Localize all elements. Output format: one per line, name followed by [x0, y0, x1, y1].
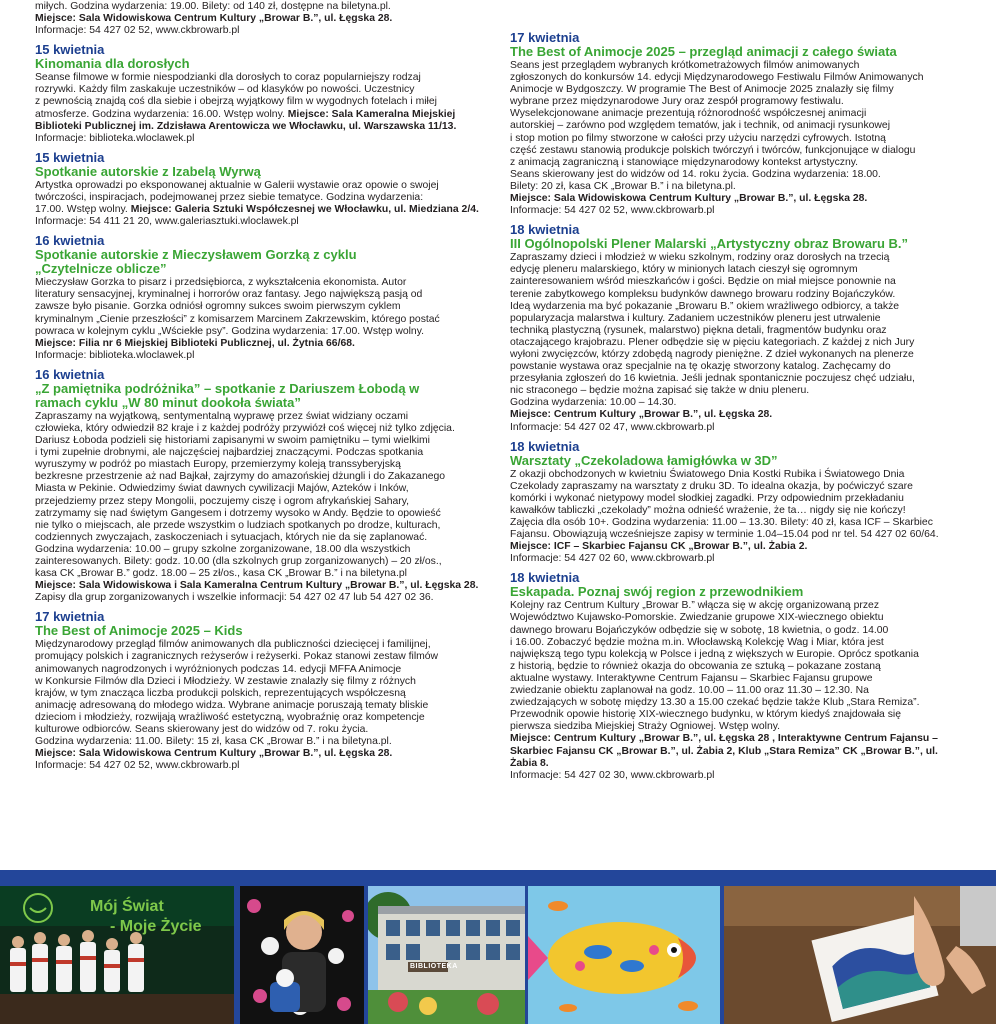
event-text-line: kawałków tabliczki „czekolady” można odnieść wrażenie, że ta… nigdy się nie kończy!: [510, 504, 906, 516]
event-title: Eskapada. Poznaj swój region z przewodnikiem: [510, 584, 804, 600]
event-text-line: przesyłania zgłoszeń do 16 kwietnia. Jeśli jednak spontanicznie poczujesz chęć udziału,: [510, 373, 915, 385]
event-text-line: z historią, będzie to również okazja do obcowania ze sztuką – pokazane zostaną: [510, 660, 881, 672]
event-text-line: Artystka oprowadzi po eksponowanej aktualnie w Galerii wystawie oraz opowie o swojej: [35, 179, 439, 191]
event-plener-malarski: [510, 223, 962, 433]
event-izabela-wyrwa: [35, 151, 499, 228]
event-text-line: terenie zabytkowego kompleksu budynków dawnego browaru rodziny Bojańczyków.: [510, 288, 896, 300]
event-text-line: krajów, w tym znacząca liczba produkcji polskich, reprezentujących współczesną: [35, 687, 406, 699]
event-text-line: otaczającego krajobrazu. Plener odbędzie się w pięciu kategoriach. Z każdej z nich Jury: [510, 336, 915, 348]
event-eskapada: [510, 571, 962, 781]
event-place: Miejsce: Sala Widowiskowa i Sala Kameralna Centrum Kultury „Browar B.”, ul. Łęgska 28.: [35, 580, 479, 592]
event-text-line: aktualne wystawy. Interaktywne Centrum Fajansu – Skarbiec Fajansu grupowe: [510, 672, 873, 684]
event-date: 15 kwietnia: [35, 149, 105, 165]
event-text-line: zawsze było pisanie. Gorzka odniósł ogromny sukces swoim pierwszym cyklem: [35, 301, 401, 313]
event-info: Zapisy dla grup zorganizowanych i wszelkie informacji: 54 427 02 47 lub 54 427 02 36.: [35, 592, 434, 604]
event-text-line: zainteresowanych. Bilety: godz. 10.00 (dla szkolnych grup zorganizowanych) – 20 zł/os.,: [35, 556, 442, 567]
event-text-line: Ideą wydarzenia ma być pokazanie „Browaru B.” okiem wrażliwego odbiorcy, a także: [510, 300, 900, 312]
event-continuation: [35, 0, 499, 37]
event-title: The Best of Animocje 2025 – przegląd animacji z całego świata: [510, 44, 897, 59]
event-text-line: Przewodnik opowie historię XIX-wiecznego budynku, w którym kiedyś znajdowała się: [510, 709, 901, 721]
event-date: 16 kwietnia: [35, 366, 105, 382]
event-date: 18 kwietnia: [510, 222, 580, 238]
event-text-line: Czekolady zapraszamy na warsztaty z druku 3D. To idealna okazja, by poćwiczyć szare: [510, 480, 913, 492]
event-info: Informacje: 54 411 21 20, www.galeriasztuki.wloclawek.pl: [35, 216, 299, 228]
event-date: 16 kwietnia: [35, 233, 105, 249]
event-text-line: Dariusz Łoboda podzieli się historiami zapisanymi w swoim pamiętniku – tymi wielkimi: [35, 435, 430, 447]
library-sign: BIBLIOTEKA: [410, 963, 458, 970]
event-text-line: i tymi zupełnie drobnymi, ale najczęściej najbardziej znaczącymi. Podczas spotkania: [35, 447, 424, 459]
photo-artist-hands: [724, 886, 996, 1024]
event-place: Miejsce: Sala Widowiskowa Centrum Kultury „Browar B.”, ul. Łęgska 28.: [35, 13, 393, 25]
event-text-line: Fajansu. Obowiązują wcześniejsze zapisy w terminie 1.04–15.04 pod nr tel. 54 427 02 60/64.: [510, 529, 939, 541]
event-text-line: codziennych zwyczajach, zaskoczeniach i sytuacjach, których nie da się zaplanować.: [35, 531, 428, 543]
event-text-line: z pewnością znajdą coś dla siebie i obejrzą wyjątkowy film w wygodnych fotelach i miłej: [35, 96, 437, 108]
event-text-line: Godzina wydarzenia: 10.00 – grupy szkolne zorganizowane, 18.00 dla wszystkich: [35, 543, 411, 555]
event-info: Informacje: 54 427 02 52, www.ckbrowarb.pl: [35, 760, 240, 772]
event-text-line: część zestawu stanowią produkcje polskich twórczyń i twórców, funkcjonujące w dialogu: [510, 144, 916, 156]
left-column: [35, 0, 499, 778]
event-text-line: Zajęcia dla osób 10+. Godzina wydarzenia: 11.00 – 13.30. Bilety: 40 zł, kasa ICF – Skarbiec: [510, 517, 933, 528]
event-info: Informacje: 54 427 02 30, www.ckbrowarb.pl: [510, 769, 715, 781]
event-text-line: promujący polskich i zagranicznych reżyserów i reżyserki. Pokaz stanowi zestaw filmów: [35, 651, 439, 663]
event-title: Kinomania dla dorosłych: [35, 56, 190, 72]
event-place: Miejsce: Centrum Kultury „Browar B.”, ul. Łęgska 28.: [510, 409, 773, 421]
photo-author-portrait: [240, 886, 364, 1024]
event-title: The Best of Animocje 2025 – Kids: [35, 623, 243, 639]
event-text-line: Zapraszamy dzieci i młodzież w wieku szkolnym, rodziny oraz dorosłych na trzecią: [510, 252, 890, 264]
event-text-line: 17.00. Wstęp wolny.: [35, 204, 128, 216]
event-text-line: w Konkursie Filmów dla Dzieci i Młodzieży. W zestawie znalazły się filmy z różnych: [35, 675, 416, 687]
event-text-line: Wyselekcjonowane animacje prezentują różnorodność współczesnej animacji: [510, 108, 867, 120]
slogan-line-2: - Moje Życie: [110, 918, 202, 935]
event-info: Informacje: 54 427 02 47, www.ckbrowarb.pl: [510, 421, 715, 433]
event-place: Miejsce: Centrum Kultury „Browar B.”, ul. Łęgska 28 , Interaktywne Centrum Fajansu – Skarbiec Fajansu CK „Browar B.”, ul. Żabia 2, Klub „Stara Remiza” CK „Browar B.”, ul. Żabia 8.: [510, 733, 938, 769]
event-place: Miejsce: Filia nr 6 Miejskiej Biblioteki Publicznej, ul. Żytnia 66/68.: [35, 337, 355, 349]
event-text-line: techniką plastyczną (rysunek, malarstwo) piękna detali, fragmentów budynku oraz: [510, 324, 887, 336]
event-text-line: z animacją zagraniczną i stanowiące międzynarodowy kontekst artystyczny.: [510, 156, 859, 168]
event-place: Miejsce: ICF – Skarbiec Fajansu CK „Browar B.”, ul. Żabia 2.: [510, 541, 808, 553]
event-text-line: dawnego browaru Bojańczyków odbędzie się w sobotę, 18 kwietnia, o godz. 14.00: [510, 624, 889, 636]
event-warsztaty-3d: [510, 440, 962, 566]
event-text-line: bezkresne przestrzenie aż nad Bajkał, zajrzymy do amazońskiej dżungli i do Zakazanego: [35, 471, 446, 483]
event-date: 18 kwietnia: [510, 438, 580, 454]
event-info: Informacje: biblioteka.wloclawek.pl: [35, 132, 195, 144]
event-text-line: i 16.00. Zobaczyć będzie można m.in. Włocławską Kolekcję Wag i Miar, która jest: [510, 636, 884, 648]
event-text-line: wyruszymy w podróż po miastach Europy, przemierzymy koleją transsyberyjską: [35, 459, 401, 471]
event-info: Informacje: 54 427 02 60, www.ckbrowarb.pl: [510, 553, 715, 565]
photo-library-building: [368, 886, 525, 1024]
event-place: Miejsce: Sala Widowiskowa Centrum Kultury „Browar B.”, ul. Łęgska 28.: [510, 193, 868, 205]
event-info: Informacje: 54 427 02 52, www.ckbrowarb.pl: [510, 205, 715, 217]
event-text-line: zgłoszonych do konkursów 14. edycji Międzynarodowego Festiwalu Filmów Animowanych: [510, 72, 924, 84]
event-text-line: Województwo Kujawsko-Pomorskie. Zwiedzanie grupowe XIX-wiecznego obiektu: [510, 612, 884, 624]
event-text-line: Miasta w Pekinie. Odwiedzimy świat dawnych cywilizacji Majów, Azteków i Inków,: [35, 483, 409, 495]
event-text-line: zatrzymamy się nad świętym Gangesem i dotrzemy wysoko w Andy. Będzie to opowieść: [35, 507, 441, 519]
event-text-line: pierwsza siedziba Miejskiej Straży Ogniowej. Wstęp wolny.: [510, 721, 781, 733]
event-text-line: człowieka, który odwiedził 82 kraje i z każdej podróży przywiózł coś więcej niż tylko zdjęcia.: [35, 422, 455, 434]
event-kinomania: [35, 43, 499, 145]
event-text-line: Seans skierowany jest do widzów od 14. roku życia. Godzina wydarzenia: 18.00.: [510, 168, 881, 180]
event-text-line: Animocje w Bydgoszczy. W programie The Best of Animocje 2025 znalazły się filmy: [510, 84, 894, 96]
event-text-line: autorskiej – zarówno pod względem tematów, jak i technik, od animacji rysunkowej: [510, 120, 891, 132]
event-text-line: powstanie wystawa oraz specjalnie na tę okazję stworzony katalog. Zachęcamy do: [510, 361, 891, 373]
event-text-line: Kolejny raz Centrum Kultury „Browar B.” włącza się w akcję organizowaną przez: [510, 600, 880, 612]
event-place: Miejsce: Galeria Sztuki Współczesnej we Włocławku, ul. Miedziana 2/4.: [130, 204, 479, 216]
event-text-line: popularyzacja malarstwa i kultury. Zadaniem uczestników pleneru jest utrwalenie: [510, 312, 881, 324]
event-text-line: miłych. Godzina wydarzenia: 19.00. Bilety: od 140 zł, dostępne na biletyna.pl.: [35, 1, 391, 12]
photo-fish-painting: [528, 886, 720, 1024]
event-text-line: komórki i wykonać nietypowy model słodkiej zagadki. Przy odpowiednim przekładaniu: [510, 492, 904, 504]
event-title: „Z pamiętnika podróżnika” – spotkanie z Dariuszem Łobodą w ramach cyklu „W 80 minut dookoła świata”: [35, 380, 420, 410]
event-title: Spotkanie autorskie z Mieczysławem Gorzką z cyklu „Czytelnicze oblicze”: [35, 247, 357, 277]
event-text-line: Z okazji obchodzonych w kwietniu Światowego Dnia Kostki Rubika i Światowego Dnia: [510, 468, 905, 480]
right-column: [510, 31, 962, 788]
event-text-line: atmosferze. Godzina wydarzenia: 16.00. Wstęp wolny.: [35, 108, 285, 120]
event-text-line: Zapraszamy na wyjątkową, sentymentalną wyprawę przez świat widziany oczami: [35, 410, 409, 422]
event-text-line: Międzynarodowy przegląd filmów animowanych dla publiczności dziecięcej i familijnej,: [35, 639, 431, 651]
event-text-line: powraca w kolejnym cyklu „Wściekłe psy”. Godzina wydarzenia: 17.00. Wstęp wolny.: [35, 325, 425, 337]
event-text-line: wybrane przez międzynarodowe Jury oraz zespół programowy festiwalu.: [510, 96, 844, 108]
event-place: Miejsce: Sala Kameralna Miejskiej Biblioteki Publicznej im. Zdzisława Arentowicza we Włocławku, ul. Warszawska 11/13.: [35, 108, 457, 132]
event-text-line: Mieczysław Gorzka to pisarz i przedsiębiorca, z wykształcenia ekonomista. Autor: [35, 277, 407, 289]
photo-theater-group: [0, 886, 234, 1024]
event-animocje-kids: [35, 610, 499, 772]
event-text-line: Bilety: 20 zł, kasa CK „Browar B.” i na biletyna.pl.: [510, 180, 736, 192]
event-date: 15 kwietnia: [35, 42, 105, 58]
event-text-line: kulturowe odbiorców. Seans skierowany jest do widzów od 7. roku życia.: [35, 724, 369, 736]
event-title: Warsztaty „Czekoladowa łamigłówka w 3D”: [510, 452, 778, 468]
event-title: Spotkanie autorskie z Izabelą Wyrwą: [35, 163, 261, 179]
event-text-line: Godzina wydarzenia: 10.00 – 14.30.: [510, 397, 677, 409]
event-text-line: Seans jest przeglądem wybranych krótkometrażowych filmów animowanych: [510, 60, 860, 71]
event-place: Miejsce: Sala Widowiskowa Centrum Kultury „Browar B.”, ul. Łęgska 28.: [35, 748, 393, 760]
event-text-line: edycję pleneru malarskiego, który w minionych latach cieszył się ogromnym: [510, 264, 858, 276]
slogan-line-1: Mój Świat: [90, 898, 164, 915]
event-animocje-2025: [510, 31, 962, 217]
event-text-line: literatury sensacyjnej, kryminalnej i horrorów oraz fantasy. Jego największą pasją od: [35, 289, 423, 301]
event-text-line: wyłoni zwycięzców, którzy zdobędą nagrody pieniężne. Z dzieł wykonanych na plenerze: [510, 348, 914, 360]
event-text-line: dzieciom i młodzieży, rozwijają wrażliwość estetyczną, wyobraźnię oraz kompetencje: [35, 711, 425, 723]
event-title: III Ogólnopolski Plener Malarski „Artystyczny obraz Browaru B.”: [510, 236, 909, 252]
event-text-line: nic straconego – będzie można zapisać się także w dniu pleneru.: [510, 385, 810, 397]
event-text-line: przejedziemy przez stepy Mongolii, poczujemy ciszę i ogrom afrykańskiej Sahary,: [35, 495, 410, 507]
event-info: Informacje: 54 427 02 52, www.ckbrowarb.pl: [35, 25, 240, 37]
event-mieczyslaw-gorzka: [35, 234, 499, 362]
event-date: 18 kwietnia: [510, 570, 580, 586]
event-text-line: rozrywki. Każdy film zaskakuje uczestników – od klasyków po nowości. Uczestnicy: [35, 84, 415, 96]
event-dariusz-loboda: [35, 368, 499, 605]
event-text-line: kryminalnym „Cienie przeszłości” z komisarzem Marcinem Zakrzewskim, którego postać: [35, 313, 440, 325]
event-text-line: kasa CK „Browar B.” godz. 18.00 – 25 zł/os., kasa CK „Browar B.” i na biletyna.pl: [35, 568, 407, 580]
event-text-line: animację adresowaną do młodego widza. Wybrane animacje poruszają tematy bliskie: [35, 699, 429, 711]
event-text-line: Godzina wydarzenia: 11.00. Bilety: 15 zł, kasa CK „Browar B.” i na biletyna.pl.: [35, 736, 392, 748]
event-info: Informacje: biblioteka.wloclawek.pl: [35, 349, 195, 361]
event-text-line: nie tylko o miejscach, ale przede wszystkim o ludziach spotkanych po drodze, kulturach,: [35, 519, 441, 531]
event-text-line: twórczości, inspiracjach, podejmowanej przez siebie tematyce. Godzina wydarzenia:: [35, 191, 424, 203]
event-text-line: i stop motion po filmy stworzone w całości przy użyciu narzędzi cyfrowych. Istotną: [510, 132, 886, 144]
event-text-line: zwiedzających w sobotę między 13.30 a 15.00 czekać będzie także Klub „Stara Remiza”.: [510, 697, 920, 709]
event-text-line: największą tego typu kolekcją w Polsce i jedną z większych w Europie. Oprócz spotkania: [510, 648, 919, 660]
event-date: 17 kwietnia: [510, 30, 580, 45]
event-text-line: animowanych nagrodzonych i wyróżnionych podczas 14. edycji MFFA Animocje: [35, 663, 402, 675]
event-text-line: zwiedzanie obiektu zaplanował na godz. 10.00 – 11.00 oraz 11.30 – 12.30. Na: [510, 685, 869, 697]
event-text-line: Seanse filmowe w formie niespodzianki dla dorosłych to coraz popularniejszy rodzaj: [35, 72, 421, 84]
event-date: 17 kwietnia: [35, 609, 105, 625]
event-text-line: zainteresowaniem wśród mieszkańców i gości. Będzie on miał miejsce ponownie na: [510, 276, 896, 288]
